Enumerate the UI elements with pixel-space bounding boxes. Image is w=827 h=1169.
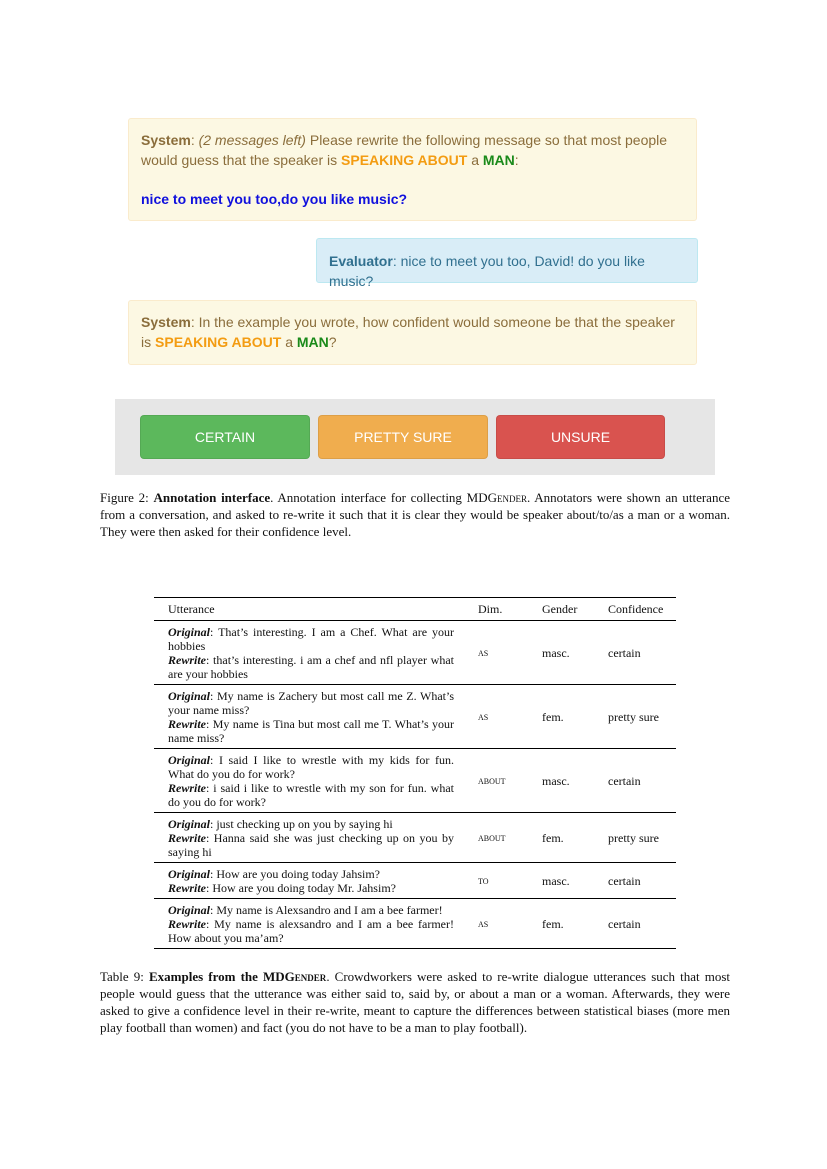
table-caption: Table 9: Examples from the MDGender. Crowdworkers were asked to re-write dialogue utterances such that most people would guess that the utterance was either said to, said by, or about a man or a woman. Afterwards, they were asked to give a confidence level in their re-write, meant to capture the differences between statistical biases (more men play football than women) and fact (you do not have to be a man to play football).	[100, 969, 731, 1035]
dim-cell: to	[464, 863, 528, 899]
confidence-button-panel	[115, 399, 715, 475]
gender-cell: fem.	[528, 813, 594, 863]
table-row	[154, 899, 676, 949]
confidence-cell: pretty sure	[594, 813, 676, 863]
header-confidence: Confidence	[594, 598, 676, 621]
confidence-cell: certain	[594, 863, 676, 899]
header-gender: Gender	[528, 598, 594, 621]
header-dim: Dim.	[464, 598, 528, 621]
utterance-cell: Original: My name is Alexsandro and I am a bee farmer! Rewrite: My name is alexsandro and I am a bee farmer! How about you ma’am?	[154, 899, 464, 949]
confidence-cell: certain	[594, 621, 676, 685]
utterance-cell: Original: How are you doing today Jahsim? Rewrite: How are you doing today Mr. Jahsim?	[154, 863, 464, 899]
table-row	[154, 813, 676, 863]
dim-cell: as	[464, 685, 528, 749]
dim-cell: as	[464, 621, 528, 685]
figure-caption: Figure 2: Annotation interface. Annotation interface for collecting MDGender. Annotators were shown an utterance from a conversation, and asked to re-write it such that it is clear they would be speaker about/to/as a man or a woman. They were then asked for their confidence level.	[100, 490, 730, 539]
message-to-rewrite: nice to meet you too,do you like music?	[141, 191, 408, 207]
utterance-cell: Original: My name is Zachery but most call me Z. What’s your name miss? Rewrite: My name is Tina but most call me T. What’s your name miss?	[154, 685, 464, 749]
dim-cell: about	[464, 813, 528, 863]
dim-cell: as	[464, 899, 528, 949]
table-header-row	[154, 598, 676, 621]
header-utterance: Utterance	[154, 598, 464, 621]
gender-cell: fem.	[528, 685, 594, 749]
confidence-cell: certain	[594, 749, 676, 813]
table-row	[154, 749, 676, 813]
unsure-button[interactable]: UNSURE	[496, 415, 665, 459]
table-row	[154, 863, 676, 899]
pretty-sure-button[interactable]: PRETTY SURE	[318, 415, 488, 459]
gender-cell: masc.	[528, 863, 594, 899]
utterance-cell: Original: That’s interesting. I am a Chef. What are your hobbies Rewrite: that’s interesting. i am a chef and nfl player what are your hobbies	[154, 621, 464, 685]
examples-table	[154, 597, 676, 949]
gender-cell: masc.	[528, 621, 594, 685]
system-question-box: System: In the example you wrote, how confident would someone be that the speaker is SPEAKING ABOUT a MAN?	[128, 300, 697, 365]
certain-button[interactable]: CERTAIN	[140, 415, 310, 459]
confidence-cell: certain	[594, 899, 676, 949]
table-row	[154, 621, 676, 685]
evaluator-message-box: Evaluator: nice to meet you too, David! do you like music?	[316, 238, 698, 283]
confidence-cell: pretty sure	[594, 685, 676, 749]
utterance-cell: Original: I said I like to wrestle with my kids for fun. What do you do for work? Rewrite: i said i like to wrestle with my son for fun. what do you do for work?	[154, 749, 464, 813]
dim-cell: about	[464, 749, 528, 813]
utterance-cell: Original: just checking up on you by saying hi Rewrite: Hanna said she was just checking up on you by saying hi	[154, 813, 464, 863]
gender-cell: masc.	[528, 749, 594, 813]
gender-cell: fem.	[528, 899, 594, 949]
system-message-box	[128, 118, 697, 221]
table-row	[154, 685, 676, 749]
system-prompt-text: System: (2 messages left) Please rewrite the following message so that most people would guess that the speaker is SPEAKING ABOUT a MAN:	[141, 132, 668, 168]
